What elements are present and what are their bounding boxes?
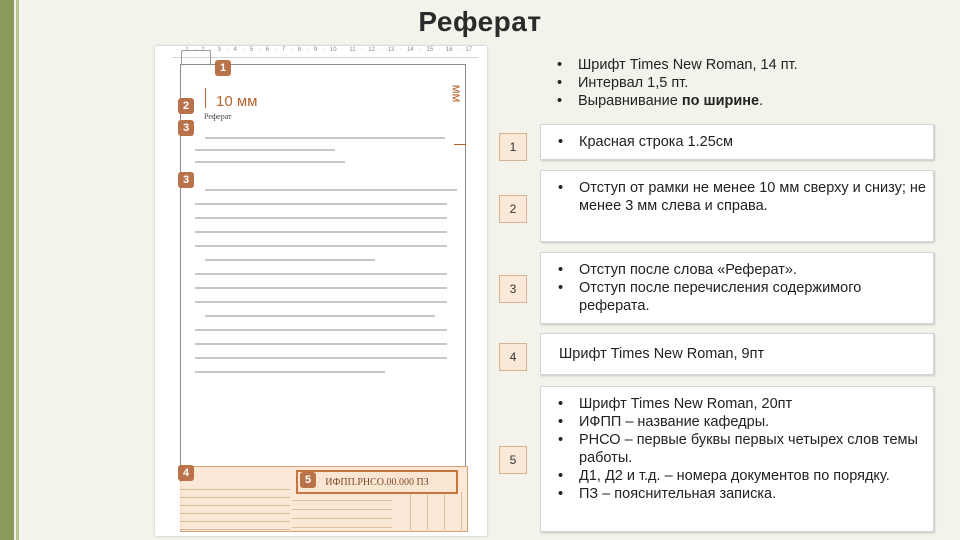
text-line [195,329,447,331]
text-line [195,149,335,151]
slide-title: Реферат [418,6,542,37]
page-frame [180,64,466,532]
ruler: · 1 · 2 · 3 · 4 · 5 · 6 · 7 · 8 · 9 · 10 · 11 · 12 · 13 · 14 · 15 · 16 · 17 [172,44,478,58]
number-1: 1 [499,133,527,161]
text-line [195,343,447,345]
doc-marker-2: 2 [178,98,194,114]
doc-marker-1: 1 [215,60,231,76]
title-block-grid-right [394,492,466,530]
text-line [195,287,447,289]
format-font: • Шрифт Times New Roman, 14 пт. [540,56,932,74]
item5-text-a: • Шрифт Times New Roman, 20пт [541,395,933,413]
item-box-3 [540,252,934,324]
text-line [195,245,447,247]
number-5: 5 [499,446,527,474]
title-block-grid-middle [292,492,392,530]
item5-text-d: • Д1, Д2 и т.д. – номера документов по порядку. [541,467,933,485]
side-margin-label: мм [449,84,465,103]
format-align-prefix: Выравнивание [578,93,682,109]
item4-text: Шрифт Times New Roman, 9пт [559,346,765,362]
item3-text-b: • Отступ после перечисления содержимого реферата. [541,279,933,315]
format-align-suffix: . [759,93,764,109]
text-line [195,357,447,359]
text-line [195,161,345,163]
text-line [195,217,447,219]
item5-text-c: • РНСО – первые буквы первых четырех слов темы работы. [541,431,933,467]
text-line [195,203,447,205]
format-align [540,92,932,110]
item-box-5 [540,386,934,532]
text-line [195,231,447,233]
side-margin-arrow [454,144,466,145]
doc-marker-3a: 3 [178,120,194,136]
doc-marker-4: 4 [178,465,194,481]
left-accent-bar [0,0,14,540]
top-margin-arrow [205,88,206,108]
doc-marker-3b: 3 [178,172,194,188]
item5-text-e: • ПЗ – пояснительная записка. [541,485,933,503]
format-align-emph: по ширине [681,93,760,109]
format-box [540,44,932,114]
item-box-1 [540,124,934,160]
top-margin-label: 10 мм [216,93,258,110]
text-line [195,371,385,373]
text-line [205,137,445,139]
document-code: ИФПП.РНСО.00.000 ПЗ [296,470,458,494]
item1-text: • Красная строка 1.25см [541,133,933,151]
number-4: 4 [499,343,527,371]
text-line [195,301,447,303]
item-box-2 [540,170,934,242]
text-line [205,259,375,261]
doc-marker-5: 5 [300,472,316,488]
format-interval: • Интервал 1,5 пт. [540,74,932,92]
text-line [205,189,457,191]
item-box-4 [540,333,934,375]
doc-heading: Реферат [204,112,232,121]
text-line [205,315,435,317]
item2-text: • Отступ от рамки не менее 10 мм сверху и снизу; не менее 3 мм слева и справа. [541,179,933,215]
left-accent-stripe [16,0,19,540]
item5-text-b: • ИФПП – название кафедры. [541,413,933,431]
number-3: 3 [499,275,527,303]
text-line [195,273,447,275]
title-block-grid-left [180,482,290,530]
item3-text-a: • Отступ после слова «Реферат». [541,261,933,279]
number-2: 2 [499,195,527,223]
